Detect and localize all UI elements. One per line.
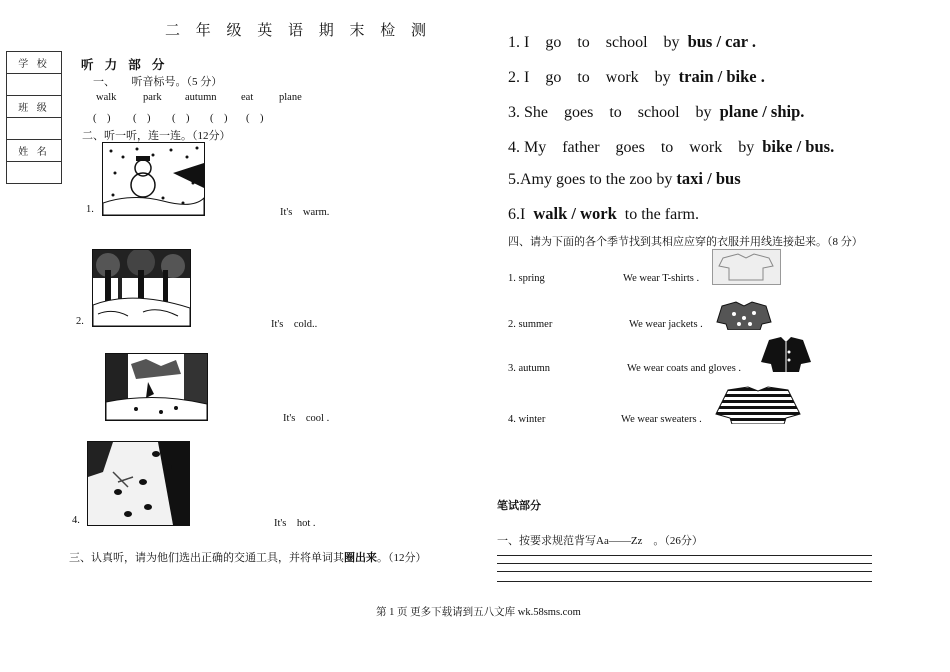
listening-heading: 听 力 部 分 [81, 58, 169, 72]
part4-instruction: 四、请为下面的各个季节找到其相应应穿的衣服并用线连接起来。（8 分） [508, 236, 863, 248]
transport-options-4[interactable]: bike / bus. [762, 137, 835, 156]
season-autumn: 3. autumn [508, 363, 550, 374]
weather-hot: It's hot . [274, 518, 316, 529]
season-spring: 1. spring [508, 273, 545, 284]
answer-bracket-1[interactable]: ( ) [93, 113, 111, 124]
weather-cool: It's cool . [283, 413, 330, 424]
class-field[interactable] [7, 118, 62, 140]
writing-line-1[interactable] [497, 555, 872, 556]
summer-picture [87, 441, 190, 526]
answer-bracket-4[interactable]: ( ) [210, 113, 228, 124]
answer-bracket-5[interactable]: ( ) [246, 113, 264, 124]
word-eat: eat [241, 92, 254, 103]
forest-picture [92, 249, 191, 327]
transport-sentence-6: 6.I walk / work to the farm. [508, 204, 699, 223]
school-label: 学 校 [7, 52, 62, 74]
tshirt-picture [712, 249, 781, 285]
transport-sentence-4: 4. My father goes to work by bike / bus. [508, 137, 835, 156]
transport-options-1[interactable]: bus / car . [687, 32, 757, 51]
school-field[interactable] [7, 74, 62, 96]
clothes-jackets: We wear jackets . [629, 319, 703, 330]
weather-cold: It's cold.. [271, 319, 318, 330]
clothes-tshirts: We wear T-shirts . [623, 273, 700, 284]
writing-line-2[interactable] [497, 563, 872, 564]
transport-options-6[interactable]: walk / work [533, 204, 617, 223]
part1-instruction: 一、 听音标号。（5 分） [93, 76, 223, 88]
clothes-coats-gloves: We wear coats and gloves . [627, 363, 742, 374]
transport-options-2[interactable]: train / bike . [678, 67, 765, 86]
transport-sentence-2: 2. I go to work by train / bike . [508, 67, 765, 86]
season-winter: 4. winter [508, 414, 546, 425]
name-field[interactable] [7, 162, 62, 184]
answer-bracket-3[interactable]: ( ) [172, 113, 190, 124]
sweater-picture [714, 386, 802, 424]
writing-line-4[interactable] [497, 581, 872, 582]
transport-options-3[interactable]: plane / ship. [719, 102, 805, 121]
coat-picture [759, 336, 812, 374]
word-walk: walk [96, 92, 117, 103]
transport-sentence-3: 3. She goes to school by plane / ship. [508, 102, 805, 121]
item-number-4: 4. [72, 515, 80, 526]
weather-warm: It's warm. [280, 207, 330, 218]
written-heading: 笔试部分 [497, 500, 541, 512]
written-part1-instruction: 一、按要求规范背写Aa——Zz 。（26分） [497, 535, 703, 547]
page-footer: 第 1 页 更多下载请到五八文库 wk.58sms.com [376, 607, 581, 618]
name-label: 姓 名 [7, 140, 62, 162]
answer-bracket-2[interactable]: ( ) [133, 113, 151, 124]
part3-instruction: 三、认真听，请为他们选出正确的交通工具，并将单词其圈出来。（12分） [69, 552, 427, 564]
autumn-picture [105, 353, 208, 421]
word-autumn: autumn [185, 92, 217, 103]
word-plane: plane [279, 92, 302, 103]
transport-sentence-1: 1. I go to school by bus / car . [508, 32, 757, 51]
clothes-sweaters: We wear sweaters . [621, 414, 702, 425]
page-title: 二 年 级 英 语 期 末 检 测 [165, 23, 433, 39]
part2-instruction: 二、听一听，连一连。（12分） [82, 130, 231, 142]
word-park: park [143, 92, 162, 103]
season-summer: 2. summer [508, 319, 553, 330]
jacket-picture [714, 300, 773, 330]
transport-sentence-5: 5.Amy goes to the zoo by taxi / bus [508, 169, 741, 188]
class-label: 班 级 [7, 96, 62, 118]
item-number-2: 2. [76, 316, 84, 327]
item-number-1: 1. [86, 204, 94, 215]
writing-line-3[interactable] [497, 571, 872, 572]
student-info-table [6, 51, 62, 184]
transport-options-5[interactable]: taxi / bus [676, 169, 741, 188]
snowman-picture [102, 142, 205, 216]
